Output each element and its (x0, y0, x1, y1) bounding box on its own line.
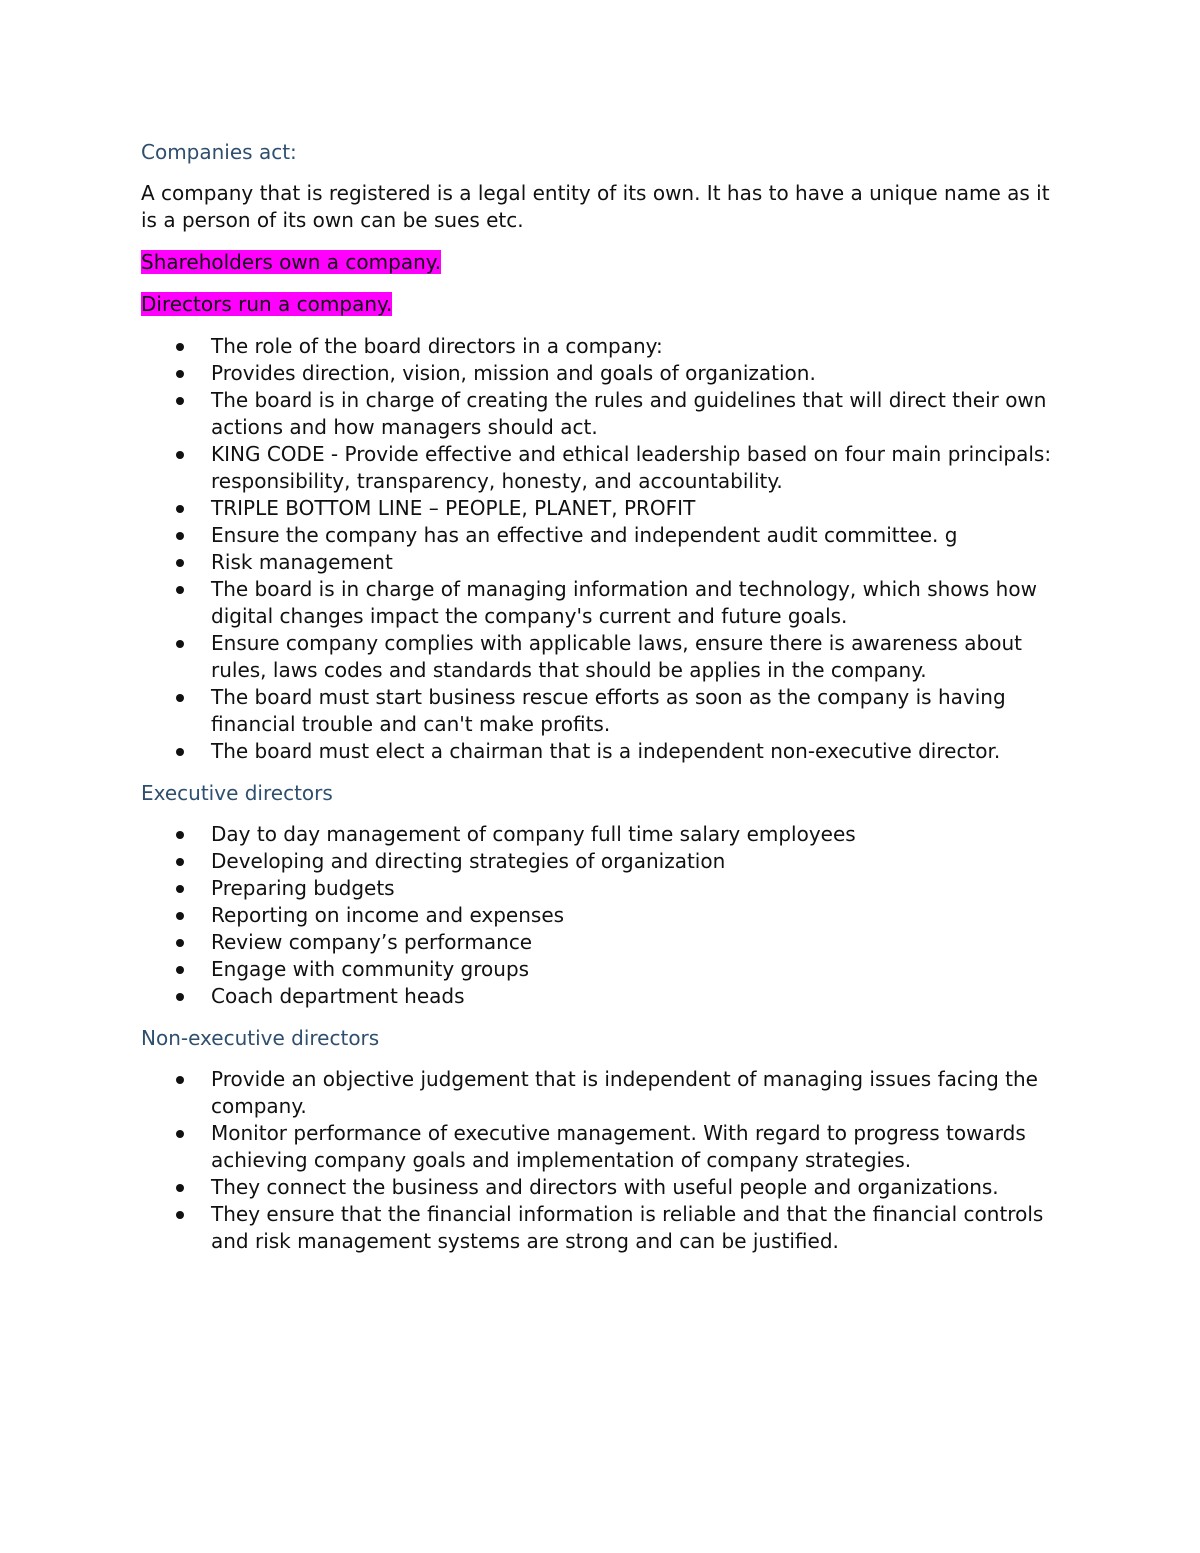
bullet-icon (176, 966, 184, 974)
companies-act-intro: A company that is registered is a legal entity of its own. It has to have a unique name as it is a person of its own can be sues etc. (141, 181, 1050, 232)
list-item-text: Provides direction, vision, mission and goals of organization. (211, 361, 816, 385)
list-item-text: The role of the board directors in a company: (211, 334, 663, 358)
list-item-text: Monitor performance of executive management. With regard to progress towards achieving company goals and implementation of company strategies. (211, 1121, 1026, 1172)
list-item (141, 738, 1071, 765)
list-item (141, 441, 1071, 495)
list-item (141, 576, 1071, 630)
list-item (141, 848, 1071, 875)
bullet-icon (176, 912, 184, 920)
highlight-directors-text: Directors run a company. (141, 292, 393, 316)
list-item-text: The board must start business rescue efforts as soon as the company is having financial trouble and can't make profits. (211, 685, 1006, 736)
list-item (141, 1201, 1071, 1255)
list-item-text: Developing and directing strategies of organization (211, 849, 726, 873)
list-item (141, 522, 1071, 549)
list-item-text: They connect the business and directors with useful people and organizations. (211, 1175, 999, 1199)
list-item (141, 387, 1071, 441)
bullet-icon (176, 1130, 184, 1138)
list-item (141, 684, 1071, 738)
bullet-icon (176, 586, 184, 594)
list-item (141, 630, 1071, 684)
list-item (141, 821, 1071, 848)
list-item (141, 495, 1071, 522)
non-executive-directors-list (141, 1066, 1071, 1255)
document-page (141, 138, 1071, 1269)
bullet-icon (176, 993, 184, 1001)
bullet-icon (176, 1076, 184, 1084)
list-item-text: Provide an objective judgement that is independent of managing issues facing the company. (211, 1067, 1038, 1118)
list-item (141, 1066, 1071, 1120)
list-item-text: TRIPLE BOTTOM LINE – PEOPLE, PLANET, PROFIT (211, 496, 696, 520)
list-item (141, 1120, 1071, 1174)
bullet-icon (176, 1211, 184, 1219)
list-item-text: Ensure the company has an effective and independent audit committee. g (211, 523, 958, 547)
list-item-text: The board is in charge of managing information and technology, which shows how digital changes impact the company's current and future goals. (211, 577, 1037, 628)
list-item (141, 875, 1071, 902)
list-item-text: Coach department heads (211, 984, 465, 1008)
bullet-icon (176, 451, 184, 459)
list-item-text: Ensure company complies with applicable laws, ensure there is awareness about rules, laws codes and standards that should be applies in the company. (211, 631, 1022, 682)
list-item-text: Risk management (211, 550, 393, 574)
list-item-text: Reporting on income and expenses (211, 903, 565, 927)
bullet-icon (176, 694, 184, 702)
list-item (141, 549, 1071, 576)
bullet-icon (176, 939, 184, 947)
list-item (141, 956, 1071, 983)
list-item-text: The board is in charge of creating the rules and guidelines that will direct their own actions and how managers should act. (211, 388, 1047, 439)
bullet-icon (176, 370, 184, 378)
list-item-text: Day to day management of company full time salary employees (211, 822, 856, 846)
list-item-text: The board must elect a chairman that is a independent non-executive director. (211, 739, 1001, 763)
bullet-icon (176, 748, 184, 756)
bullet-icon (176, 343, 184, 351)
bullet-icon (176, 505, 184, 513)
list-item (141, 360, 1071, 387)
bullet-icon (176, 831, 184, 839)
bullet-icon (176, 858, 184, 866)
list-item (141, 333, 1071, 360)
list-item (141, 1174, 1071, 1201)
bullet-icon (176, 640, 184, 648)
list-item (141, 983, 1071, 1010)
companies-act-heading: Companies act: (141, 140, 297, 164)
board-role-list (141, 333, 1071, 765)
list-item (141, 902, 1071, 929)
bullet-icon (176, 559, 184, 567)
list-item (141, 929, 1071, 956)
bullet-icon (176, 1184, 184, 1192)
list-item-text: KING CODE - Provide effective and ethical leadership based on four main principals: responsibility, transparency, honesty, and accountability. (211, 442, 1052, 493)
list-item-text: Engage with community groups (211, 957, 530, 981)
bullet-icon (176, 532, 184, 540)
list-item-text: Preparing budgets (211, 876, 395, 900)
list-item-text: They ensure that the financial information is reliable and that the financial controls and risk management systems are strong and can be justified. (211, 1202, 1044, 1253)
bullet-icon (176, 885, 184, 893)
highlight-directors (141, 291, 1071, 318)
list-item-text: Review company’s performance (211, 930, 533, 954)
non-executive-directors-heading: Non-executive directors (141, 1026, 380, 1050)
bullet-icon (176, 397, 184, 405)
executive-directors-list (141, 821, 1071, 1010)
executive-directors-heading: Executive directors (141, 781, 333, 805)
highlight-shareholders (141, 249, 1071, 276)
highlight-shareholders-text: Shareholders own a company. (141, 250, 442, 274)
